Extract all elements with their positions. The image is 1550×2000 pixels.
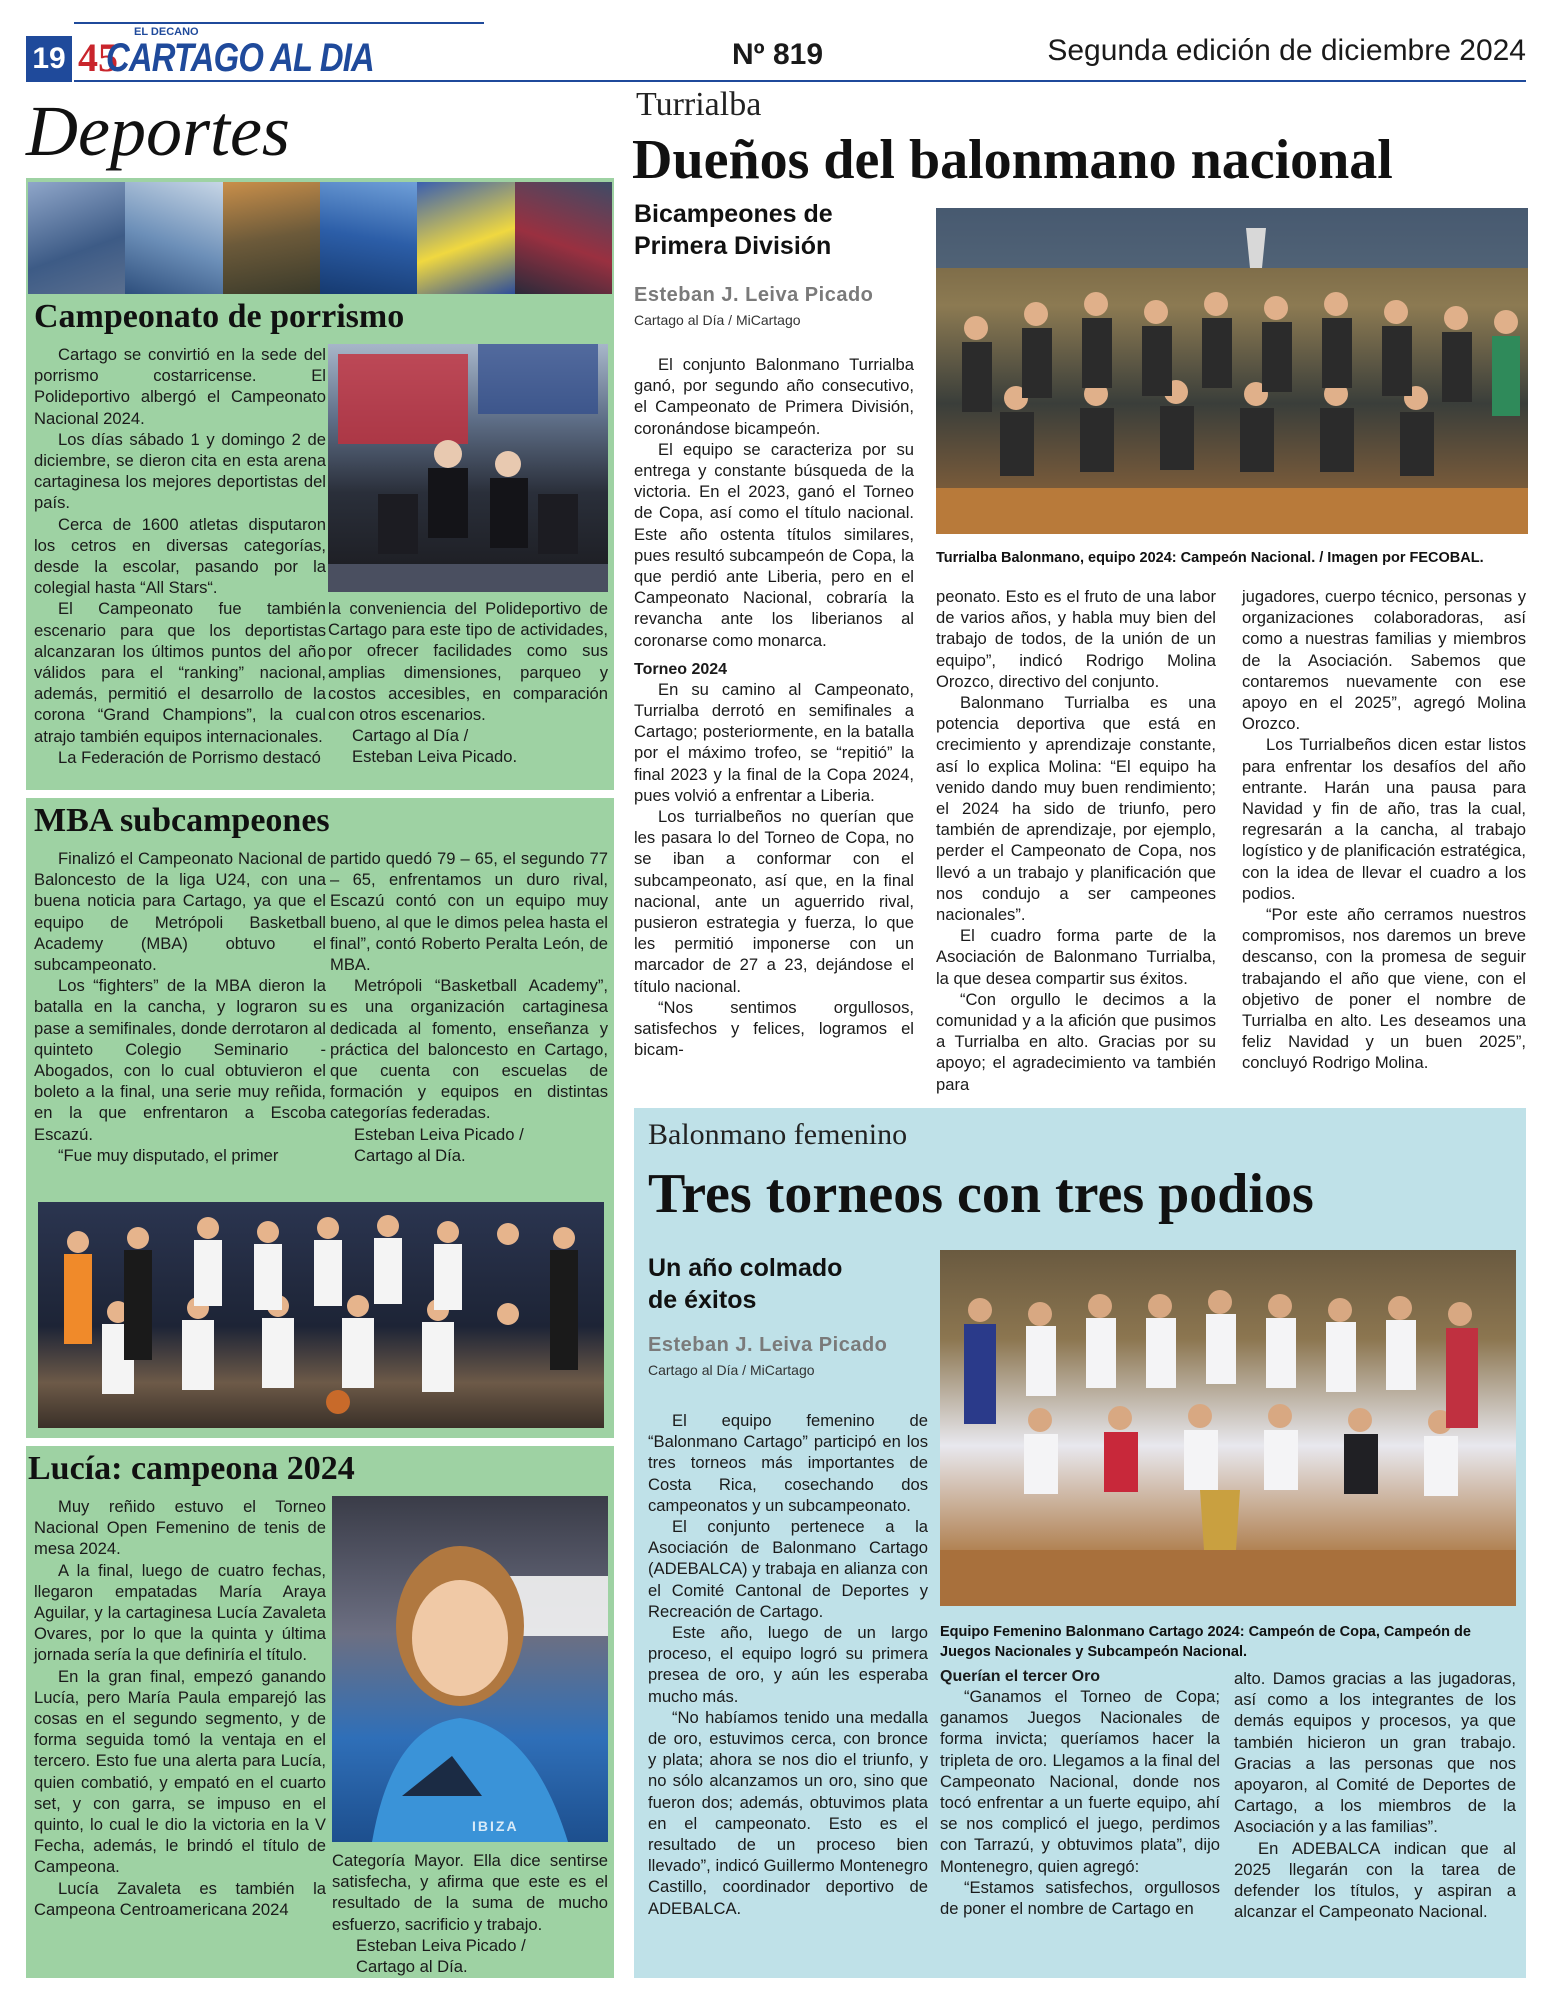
- logo-mark: 45: [78, 35, 118, 80]
- femenino-team-photo: [940, 1250, 1516, 1606]
- credit-line: Cartago al Día /: [352, 726, 469, 746]
- paragraph: El cuadro forma parte de la Asociación de Balonmano Turrialba, la que desea compartir sus éxitos.: [936, 926, 1216, 988]
- credit-line: Esteban Leiva Picado /: [356, 1935, 526, 1955]
- subhead: Querían el tercer Oro: [940, 1668, 1101, 1685]
- logo-name: CARTAGO AL DIA: [106, 36, 374, 80]
- mba-team-photo: [38, 1202, 604, 1428]
- femenino-col3: [1234, 1668, 1516, 1922]
- paragraph: Los días sábado 1 y domingo 2 de diciembre, se dieron cita en esta arena cartaginesa los mejores deportistas del país.: [34, 429, 326, 513]
- paragraph: Lucía Zavaleta es también la Campeona Centroamericana 2024: [34, 1878, 326, 1919]
- credit-line: Esteban Leiva Picado /: [354, 1124, 524, 1144]
- paragraph: Metrópoli “Basketball Academy”, es una organización cartaginesa dedicada al fomento, enseñanza y práctica del baloncesto en Cartago, que cuenta con escuelas de formación y equipos en distintas categorías federadas.: [330, 976, 608, 1123]
- porrismo-col1: [34, 344, 326, 768]
- cheerleading-photo-art: [328, 344, 608, 592]
- paragraph: alto. Damos gracias a las jugadoras, así como a los integrantes de los demás equipos y procesos, ya que también hicieron un gran trabajo. Gracias a las personas que nos apoyaron, al Comité de Deportes de Cartago, a los miembros de la Asociación y a las familias”.: [1234, 1669, 1516, 1837]
- paragraph: Los “fighters” de la MBA dieron la batalla en la cancha, y lograron su pase a semifinales, donde derrotaron al quinteto Colegio Seminario - Abogados, con lo cual obtuvieron el boleto a la final, una serie muy reñida, en la que enfrentaron a Escoba Escazú.: [34, 976, 326, 1144]
- paragraph: la conveniencia del Polideportivo de Cartago para este tipo de actividades, por ofrecer facilidades como sus amplias dimensiones, parqueo y costos accesibles, en comparación con otros escenarios.: [328, 599, 608, 725]
- credit-line: Cartago al Día.: [354, 1145, 466, 1165]
- femenino-photo-caption: Equipo Femenino Balonmano Cartago 2024: Campeón de Copa, Campeón de Juegos Nacionales y Subcampeón Nacional.: [940, 1624, 1471, 1660]
- paragraph: El conjunto pertenece a la Asociación de Balonmano Cartago (ADEBALCA) y trabaja en alianza con el Comité Cantonal de Deportes y Recreación de Cartago.: [648, 1517, 928, 1621]
- turrialba-col2: [936, 586, 1216, 1095]
- shirt-text: IBIZA: [472, 1818, 519, 1834]
- page-number: 19: [26, 36, 72, 82]
- mba-col2: [330, 848, 608, 1166]
- turrialba-deck: Bicampeones de Primera División: [634, 200, 833, 260]
- paragraph: Cerca de 1600 atletas disputaron los cetros en diversas categorías, desde la escolar, pasando por la colegial hasta “All Stars“.: [34, 514, 326, 598]
- lucia-photo: [332, 1496, 608, 1842]
- masthead: [26, 22, 1526, 82]
- turrialba-headline: Dueños del balonmano nacional: [632, 129, 1393, 191]
- paragraph: partido quedó 79 – 65, el segundo 77 – 65, enfrentamos un duro rival, Escazú contó con un equipo muy bueno, al que le dimos pelea hasta el final”, contó Roberto Peralta León, de MBA.: [330, 849, 608, 975]
- paragraph: Este año, luego de un largo proceso, el equipo logró su primera presea de oro, y aún les esperaba mucho más.: [648, 1623, 928, 1706]
- femenino-byline-source: Cartago al Día / MiCartago: [648, 1362, 815, 1378]
- subhead: Torneo 2024: [634, 660, 728, 678]
- paragraph: “Fue muy disputado, el primer: [58, 1145, 279, 1165]
- porrismo-title: Campeonato de porrismo: [34, 298, 405, 335]
- paragraph: Cartago se convirtió en la sede del porrismo costarricense. El Polideportivo albergó el Campeonato Nacional 2024.: [34, 345, 326, 428]
- turrialba-team-photo-art: [936, 208, 1528, 534]
- paragraph: El equipo se caracteriza por su entrega y constante búsqueda de la victoria. En el 2023, ganó el Torneo de Copa, así como el título nacional. Este año ostenta títulos similares, pues resultó subcampeón de Copa, la que perdió ante Liberia, pero en el Campeonato Nacional, cobraría la revancha ante los liberianos al coronarse como monarca.: [634, 439, 914, 650]
- issue-number: Nº 819: [732, 38, 824, 71]
- paragraph: La Federación de Porrismo destacó: [58, 747, 321, 767]
- turrialba-col3: [1242, 586, 1526, 1074]
- lucia-photo-art: [332, 1496, 608, 1842]
- paragraph: El conjunto Balonmano Turrialba ganó, por segundo año consecutivo, el Campeonato de Primera División, coronándose bicampeón.: [634, 355, 914, 438]
- paragraph: Los turrialbeños no querían que les pasara lo del Torneo de Copa, no se iban a conformar con el subcampeonato, así que, en la final nacional, ante un aguerrido rival, pusieron estrategia y fuerza, lo que les permitió imponerse con un marcador de 27 a 23, dejándose el título nacional.: [634, 807, 914, 996]
- turrialba-team-photo: [936, 208, 1528, 534]
- porrismo-box: [26, 178, 614, 790]
- edition-date: Segunda edición de diciembre 2024: [1047, 34, 1526, 67]
- paragraph: Categoría Mayor. Ella dice sentirse satisfecha, y afirma que este es el resultado de la suma de mucho esfuerzo, sacrificio y trabajo.: [332, 1851, 608, 1934]
- mba-col1: [34, 848, 326, 1166]
- mba-box: [26, 798, 614, 1438]
- femenino-deck: Un año colmado de éxitos: [648, 1254, 843, 1314]
- paragraph: En su camino al Campeonato, Turrialba derrotó en semifinales a Cartago; posteriormente, en la batalla por el máximo trofeo, se “repitió” la final 2023 y la final de la Copa 2024, pues volvió a enfrentar a Liberia.: [634, 679, 914, 805]
- paragraph: Finalizó el Campeonato Nacional de Baloncesto de la liga U24, con una buena noticia para Cartago, ya que el equipo de Metrópoli Basketball Academy (MBA) obtuvo el subcampeonato.: [34, 849, 326, 975]
- turrialba-kicker: Turrialba: [636, 86, 762, 123]
- femenino-box: [634, 1108, 1526, 1978]
- mba-title: MBA subcampeones: [34, 802, 330, 839]
- turrialba-photo-caption: Turrialba Balonmano, equipo 2024: Campeón Nacional. / Imagen por FECOBAL.: [936, 550, 1484, 566]
- femenino-byline: Esteban J. Leiva Picado: [648, 1334, 888, 1356]
- turrialba-byline: Esteban J. Leiva Picado: [634, 284, 874, 306]
- femenino-col1: [648, 1410, 928, 1919]
- lucia-box: [26, 1446, 614, 1978]
- lucia-title: Lucía: campeona 2024: [28, 1450, 355, 1487]
- femenino-headline: Tres torneos con tres podios: [648, 1163, 1314, 1225]
- paragraph: “Nos sentimos orgullosos, satisfechos y felices, logramos el bicam-: [634, 997, 914, 1060]
- paragraph: En la gran final, empezó ganando Lucía, pero María Paula emparejó las cosas en el segundo segmento, y de forma seguida tomó la ventaja en el tercero. Esto fue una alerta para Lucía, quien combatió, y empató en el cuarto set, y con garra, se impuso en el quinto, lo cual le dio la victoria en la V Fecha, además, le brindó el título de Campeona.: [34, 1666, 326, 1877]
- turrialba-col1: [634, 354, 914, 1061]
- paragraph: “Estamos satisfechos, orgullosos de poner el nombre de Cartago en: [940, 1877, 1220, 1919]
- paragraph: Los Turrialbeños dicen estar listos para enfrentar los desafíos del año entrante. Harán una pausa para Navidad y fin de año, tras la cual, regresarán a la cancha, al trabajo logístico y de planificación estratégica, con la idea de llevar el cuadro a los podios.: [1242, 735, 1526, 903]
- porrismo-col2: [328, 598, 608, 768]
- lucia-col1: [34, 1496, 326, 1920]
- header-rule: [74, 80, 1526, 82]
- sports-photo-strip: [28, 182, 612, 294]
- paragraph: “Ganamos el Torneo de Copa; ganamos Juegos Nacionales de forma invicta; queríamos hacer la tripleta de oro. Llegamos a la final del Campeonato Nacional, donde nos tocó enfrentar a un fuerte equipo, ahí se nos complicó el juego, perdimos con Tarrazú, y obtuvimos plata”, dijo Montenegro, quien agregó:: [940, 1687, 1220, 1876]
- credit-line: Cartago al Día.: [356, 1957, 468, 1977]
- credit-line: Esteban Leiva Picado.: [352, 747, 518, 767]
- paragraph: jugadores, cuerpo técnico, personas y organizaciones colaboradoras, así como a nuestras familias y miembros de la Asociación. Sabemos que contaremos nuevamente con ese apoyo en el 2025”, agregó Molina Orozco.: [1242, 587, 1526, 734]
- paragraph: En ADEBALCA indican que al 2025 llegarán con la tarea de defender los títulos, y aspiran a alcanzar el Campeonato Nacional.: [1234, 1838, 1516, 1922]
- paragraph: A la final, luego de cuatro fechas, llegaron empatadas María Araya Aguilar, y la cartaginesa Lucía Zavaleta Ovares, por lo que la quinta y última jornada sería la que definiría el título.: [34, 1560, 326, 1665]
- femenino-kicker: Balonmano femenino: [648, 1118, 908, 1151]
- mba-team-photo-art: [38, 1202, 604, 1428]
- turrialba-byline-source: Cartago al Día / MiCartago: [634, 312, 801, 328]
- paragraph: peonato. Esto es el fruto de una labor de varios años, y habla muy bien del trabajo de todos, de la unión de un equipo”, indicó Rodrigo Molina Orozco, directivo del conjunto.: [936, 587, 1216, 691]
- femenino-col2: [940, 1668, 1220, 1919]
- femenino-team-photo-art: [940, 1250, 1516, 1606]
- paragraph: Balonmano Turrialba es una potencia deportiva que está en crecimiento y aprendizaje constante, así lo explica Molina: “El equipo ha venido dando muy buen rendimiento; el 2024 ha sido de triunfo, pero también de aprendizaje, por ejemplo, perder el Campeonato de Copa, nos llevó a un trabajo y planificación que nos condujo a ser campeones nacionales”.: [936, 693, 1216, 925]
- cheerleading-photo: [328, 344, 608, 592]
- paragraph: “Con orgullo le decimos a la comunidad y a la afición que pusimos a Turrialba en alto. Gracias por su apoyo; el agradecimiento va también para: [936, 989, 1216, 1094]
- paragraph: Muy reñido estuvo el Torneo Nacional Open Femenino de tenis de mesa 2024.: [34, 1497, 326, 1559]
- section-title: Deportes: [26, 91, 290, 171]
- newspaper-logo[interactable]: [74, 26, 374, 82]
- paragraph: “Por este año cerramos nuestros compromisos, nos daremos un breve descanso, con la promesa de seguir trabajando el año que viene, con el objetivo de poner el nombre de Turrialba en alto. Les deseamos una feliz Navidad y un buen 2025”, concluyó Rodrigo Molina.: [1242, 905, 1526, 1073]
- paragraph: El Campeonato fue también escenario para que los deportistas alcanzaran los últimos puntos del año válidos para el “ranking” nacional, además, permitió el desarrollo de la corona “Grand Champions”, la cual atrajo también equipos internacionales.: [34, 599, 326, 746]
- paragraph: El equipo femenino de “Balonmano Cartago” participó en los tres torneos más importantes de Costa Rica, cosechando dos campeonatos y un subcampeonato.: [648, 1411, 928, 1515]
- lucia-col2: [332, 1850, 608, 1977]
- header-rule-top: [74, 22, 484, 24]
- paragraph: “No habíamos tenido una medalla de oro, estuvimos cerca, con bronce y plata; ahora se nos dio el triunfo, y no sólo alcanzamos un oro, sino que fueron dos; además, obtuvimos plata en el campeonato. Esto es el resultado de un proceso bien llevado”, indicó Guillermo Montenegro Castillo, coordinador deportivo de ADEBALCA.: [648, 1707, 928, 1918]
- logo-tagline: EL DECANO: [134, 26, 199, 38]
